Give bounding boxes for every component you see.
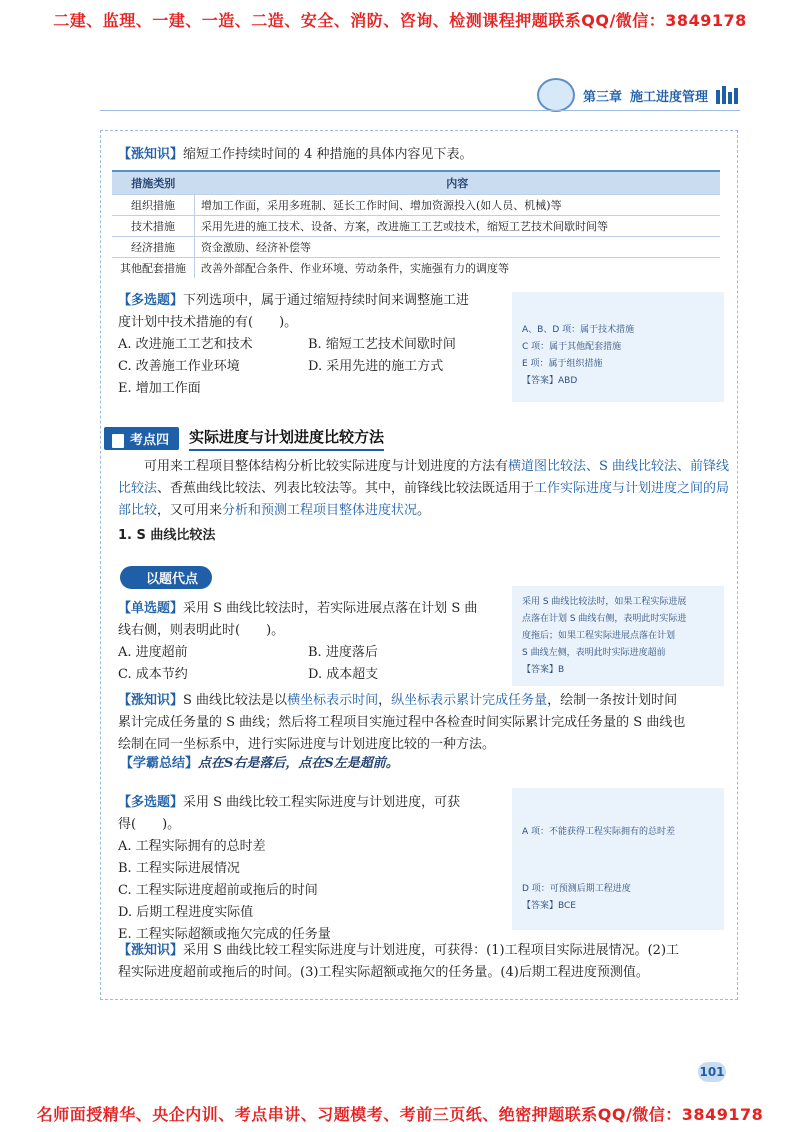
option: D. 后期工程进度实际值 [118, 905, 254, 920]
table-cell: 组织措施 [112, 195, 195, 216]
question-stem: 得( )。 [118, 817, 181, 832]
analysis-line: A、B、D 项：属于技术措施 [522, 325, 635, 335]
note-highlight: 横坐标表示时间 [287, 693, 379, 708]
subsection-title: 1. S 曲线比较法 [118, 528, 216, 543]
analysis-line: 度拖后；如果工程实际进展点落在计划 [522, 631, 676, 641]
option: C. 改善施工作业环境 [118, 359, 240, 374]
table-row [112, 258, 720, 279]
table-row [112, 237, 720, 258]
question-3 [118, 792, 508, 836]
intro-paragraph [118, 456, 730, 522]
answer-label: 【答案】B [522, 665, 565, 675]
summary-tag: 【学霸总结】 [120, 756, 199, 771]
knowledge-note-3 [118, 940, 730, 984]
intro-highlight: 横道图比较法、S 曲线比较法、前锋线比较法 [118, 459, 730, 496]
table-row [112, 216, 720, 237]
table-row [112, 195, 720, 216]
intro-text: 、香蕉曲线比较法、列表比较法等。其中，前锋线比较法既适用于 [157, 481, 535, 496]
measures-table [112, 170, 720, 278]
option: B. 缩短工艺技术间歇时间 [308, 337, 456, 352]
table-header-row [112, 171, 720, 195]
analysis-line: D 项：可预测后期工程进度 [522, 884, 631, 894]
chapter-title: 施工进度管理 [629, 89, 708, 105]
intro-highlight: 工作实际进度与计划进度之间的局部比较 [118, 481, 730, 518]
option: D. 成本超支 [308, 667, 379, 682]
option: C. 成本节约 [118, 667, 188, 682]
knowledge-note-1 [118, 144, 473, 166]
question-1-options [118, 334, 498, 400]
question-3-options [118, 836, 331, 946]
table-cell: 经济措施 [112, 237, 195, 258]
note-text: ， [378, 693, 392, 708]
page-number: 101 [698, 1062, 726, 1082]
question-2 [118, 598, 508, 642]
table-cell: 采用先进的施工技术、设备、方案，改进施工工艺或技术，缩短工艺技术间歇时间等 [195, 216, 721, 237]
document-icon [112, 434, 124, 448]
question-stem: 度计划中技术措施的有( )。 [118, 315, 298, 330]
analysis-line: A 项：不能获得工程实际拥有的总时差 [522, 827, 676, 837]
table-header: 措施类别 [112, 171, 195, 195]
example-pill: 以题代点 [120, 566, 212, 589]
option: D. 采用先进的施工方式 [308, 359, 444, 374]
analysis-line: 点落在计划 S 曲线右侧，表明此时实际进 [522, 614, 687, 624]
question-stem: 下列选项中，属于通过缩短持续时间来调整施工进 [183, 293, 470, 308]
promo-banner-bottom: 名师面授精华、央企内训、考点串讲、习题模考、考前三页纸、绝密押题联系QQ/微信：3849178 [36, 1105, 764, 1124]
note-text: S 曲线比较法是以 [183, 693, 288, 708]
question-1 [118, 290, 508, 334]
table-cell: 改善外部配合条件、作业环境、劳动条件，实施强有力的调度等 [195, 258, 721, 279]
option: E. 工程实际超额或拖欠完成的任务量 [118, 927, 331, 942]
book-icon [716, 86, 738, 104]
question-stem: 采用 S 曲线比较工程实际进度与计划进度，可获 [183, 795, 461, 810]
answer-label: 【答案】ABD [522, 376, 578, 386]
header-divider [100, 110, 740, 111]
intro-text: ，又可用来 [157, 503, 223, 518]
answer-label: 【答案】BCE [522, 901, 576, 911]
option: A. 工程实际拥有的总时差 [118, 839, 266, 854]
chapter-header [537, 78, 738, 112]
analysis-line: S 曲线左侧，表明此时实际进度超前 [522, 648, 666, 658]
option: B. 工程实际进展情况 [118, 861, 240, 876]
table-cell: 资金激励、经济补偿等 [195, 237, 721, 258]
option: A. 进度超前 [118, 645, 188, 660]
intro-highlight: 分析和预测工程项目整体进度状况 [222, 503, 418, 518]
question-tag: 【多选题】 [118, 795, 184, 810]
answer-panel-2 [512, 586, 724, 686]
intro-text: 。 [417, 503, 431, 518]
option: A. 改进施工工艺和技术 [118, 337, 253, 352]
knowledge-note-2 [118, 690, 730, 756]
section-heading [104, 426, 384, 451]
study-summary [120, 752, 399, 771]
note-tag: 【涨知识】 [118, 147, 184, 162]
table-header: 内容 [195, 171, 721, 195]
section-badge [104, 427, 179, 450]
summary-text: 点在S右是落后，点在S左是超前。 [198, 756, 399, 771]
note-text: 累计完成任务量的 S 曲线；然后将工程项目实施过程中各检查时间实际累计完成任务量的 S 曲线也 [118, 715, 686, 730]
analysis-line: E 项：属于组织措施 [522, 359, 603, 369]
intro-text: 可用来工程项目整体结构分析比较实际进度与计划进度的方法有 [144, 459, 509, 474]
answer-panel-3 [512, 788, 724, 930]
note-highlight: 纵坐标表示累计完成任务量 [391, 693, 548, 708]
section-badge-label: 考点四 [130, 433, 170, 448]
question-stem: 线右侧，则表明此时( )。 [118, 623, 285, 638]
question-2-options [118, 642, 498, 686]
analysis-line: C 项：属于其他配套措施 [522, 342, 622, 352]
answer-panel-1 [512, 292, 724, 402]
note-text: 缩短工作持续时间的 4 种措施的具体内容见下表。 [183, 147, 473, 162]
question-tag: 【单选题】 [118, 601, 184, 616]
section-title: 实际进度与计划进度比较方法 [189, 426, 384, 451]
option: B. 进度落后 [308, 645, 378, 660]
note-text: ，绘制一条按计划时间 [547, 693, 678, 708]
mascot-icon [537, 78, 575, 112]
question-stem: 采用 S 曲线比较法时，若实际进展点落在计划 S 曲 [183, 601, 478, 616]
option: C. 工程实际进度超前或拖后的时间 [118, 883, 318, 898]
note-text: 绘制在同一坐标系中，进行实际进度与计划进度比较的一种方法。 [118, 737, 496, 752]
note-tag: 【涨知识】 [118, 693, 184, 708]
table-cell: 技术措施 [112, 216, 195, 237]
table-cell: 增加工作面，采用多班制、延长工作时间、增加资源投入(如人员、机械)等 [195, 195, 721, 216]
note-tag: 【涨知识】 [118, 943, 184, 958]
note-text: 采用 S 曲线比较工程实际进度与计划进度，可获得：(1)工程项目实际进展情况。(2)工 [183, 943, 680, 958]
note-text: 程实际进度超前或拖后的时间。(3)工程实际超额或拖欠的任务量。(4)后期工程进度预测值。 [118, 965, 649, 980]
promo-banner-top: 二建、监理、一建、一造、二造、安全、消防、咨询、检测课程押题联系QQ/微信：3849178 [53, 11, 747, 30]
option: E. 增加工作面 [118, 381, 201, 396]
chapter-number: 第三章 [582, 89, 622, 105]
table-cell: 其他配套措施 [112, 258, 195, 279]
question-tag: 【多选题】 [118, 293, 184, 308]
analysis-line: 采用 S 曲线比较法时，如果工程实际进展 [522, 597, 687, 607]
